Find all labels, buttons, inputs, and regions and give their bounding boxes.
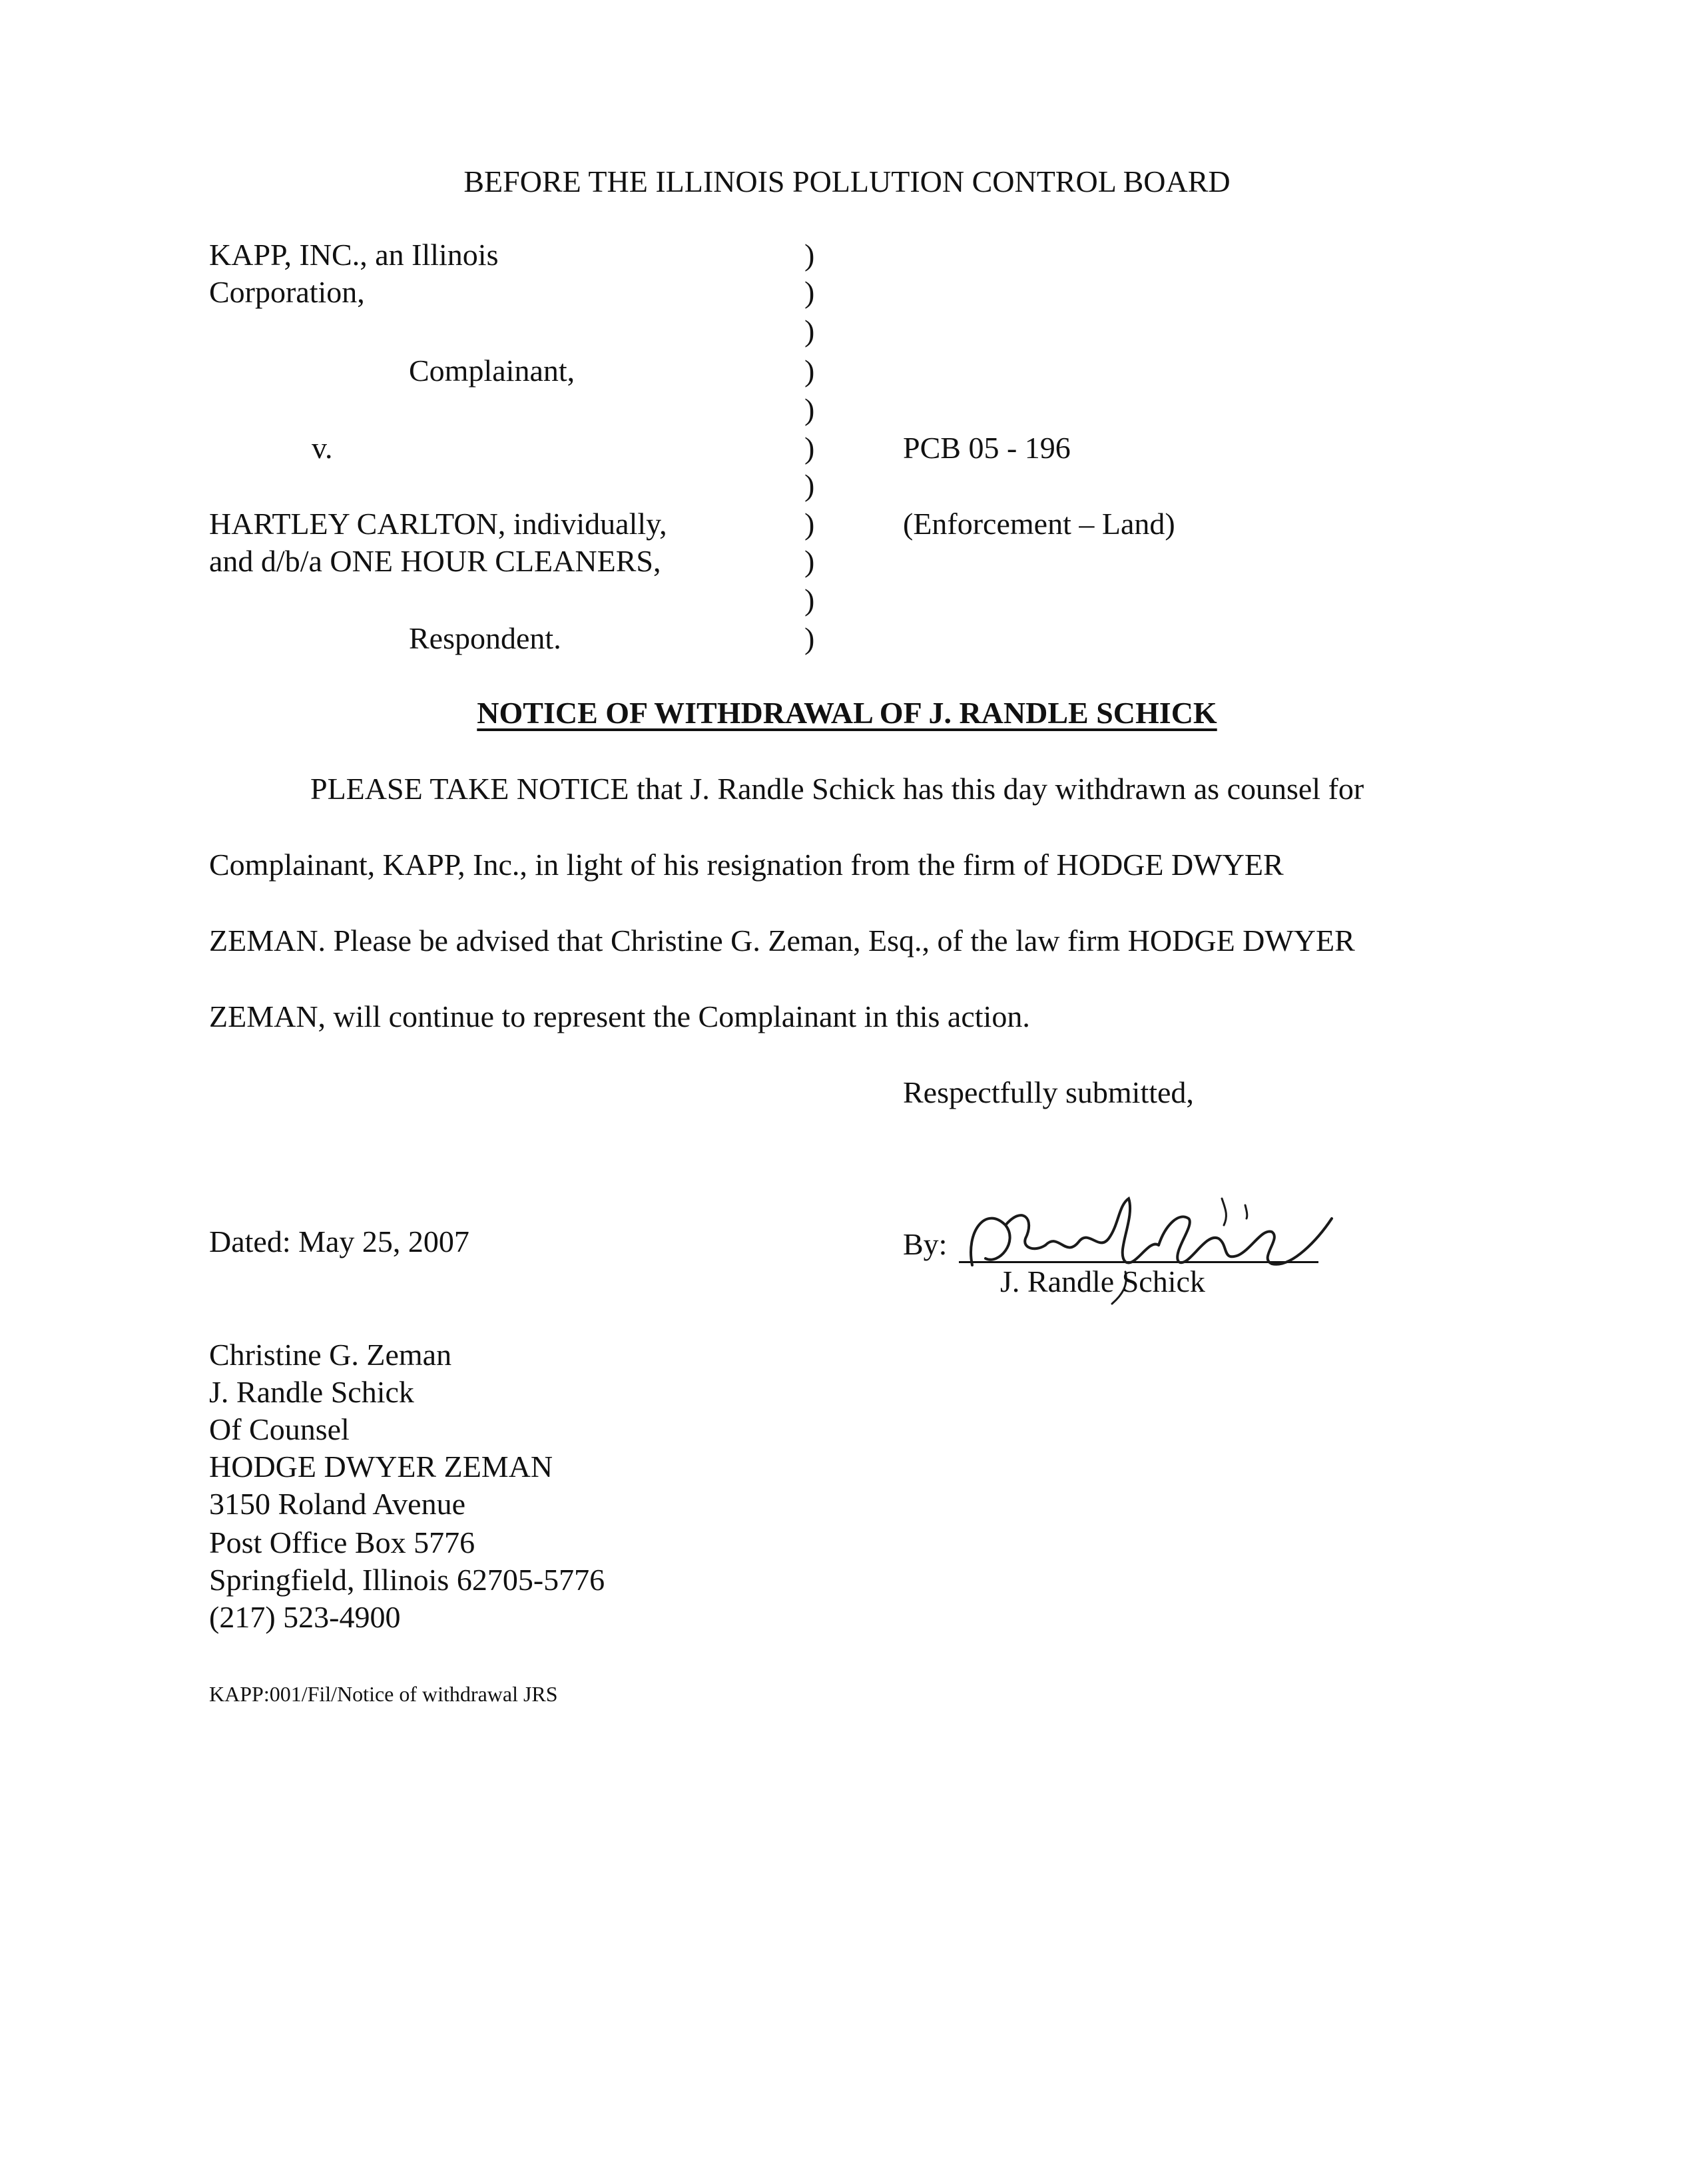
- caption-paren: ): [804, 275, 815, 309]
- address-line: J. Randle Schick: [209, 1375, 414, 1409]
- dated-line: Dated: May 25, 2007: [209, 1225, 469, 1258]
- notice-title: NOTICE OF WITHDRAWAL OF J. RANDLE SCHICK: [477, 696, 1217, 730]
- address-line: Of Counsel: [209, 1412, 350, 1446]
- file-reference: KAPP:001/Fil/Notice of withdrawal JRS: [209, 1682, 558, 1706]
- address-line: HODGE DWYER ZEMAN: [209, 1450, 553, 1484]
- respondent-role: Respondent.: [409, 621, 561, 655]
- caption-paren: ): [804, 544, 815, 578]
- complainant-role: Complainant,: [409, 354, 575, 388]
- caption-paren: ): [804, 583, 815, 617]
- address-line: Springfield, Illinois 62705-5776: [209, 1563, 605, 1597]
- address-line: 3150 Roland Avenue: [209, 1487, 465, 1521]
- address-line: Christine G. Zeman: [209, 1338, 452, 1372]
- caption-paren: ): [804, 354, 815, 388]
- body-line: PLEASE TAKE NOTICE that J. Randle Schick has this day withdrawn as counsel for: [310, 772, 1364, 806]
- signer-name: J. Randle Schick: [1000, 1264, 1205, 1298]
- caption-paren: ): [804, 431, 815, 465]
- caption-paren: ): [804, 468, 815, 502]
- caption-paren: ): [804, 238, 815, 272]
- caption-paren: ): [804, 621, 815, 655]
- case-type: (Enforcement – Land): [903, 507, 1175, 541]
- by-label: By:: [903, 1227, 948, 1261]
- case-number: PCB 05 - 196: [903, 431, 1071, 465]
- caption-paren: ): [804, 507, 815, 541]
- body-line: ZEMAN. Please be advised that Christine G. Zeman, Esq., of the law firm HODGE DWYER: [209, 924, 1355, 957]
- address-line: Post Office Box 5776: [209, 1525, 475, 1559]
- complainant-name-line-2: Corporation,: [209, 275, 365, 309]
- board-title: BEFORE THE ILLINOIS POLLUTION CONTROL BOARD: [463, 164, 1231, 198]
- complainant-name-line-1: KAPP, INC., an Illinois: [209, 238, 499, 272]
- body-line: ZEMAN, will continue to represent the Complainant in this action.: [209, 999, 1030, 1033]
- respondent-name-line-2: and d/b/a ONE HOUR CLEANERS,: [209, 544, 661, 578]
- closing: Respectfully submitted,: [903, 1075, 1194, 1109]
- caption-paren: ): [804, 314, 815, 348]
- body-line: Complainant, KAPP, Inc., in light of his resignation from the firm of HODGE DWYER: [209, 848, 1284, 882]
- caption-paren: ): [804, 392, 815, 426]
- versus-label: v.: [312, 431, 333, 465]
- address-line: (217) 523-4900: [209, 1600, 401, 1634]
- respondent-name-line-1: HARTLEY CARLTON, individually,: [209, 507, 667, 541]
